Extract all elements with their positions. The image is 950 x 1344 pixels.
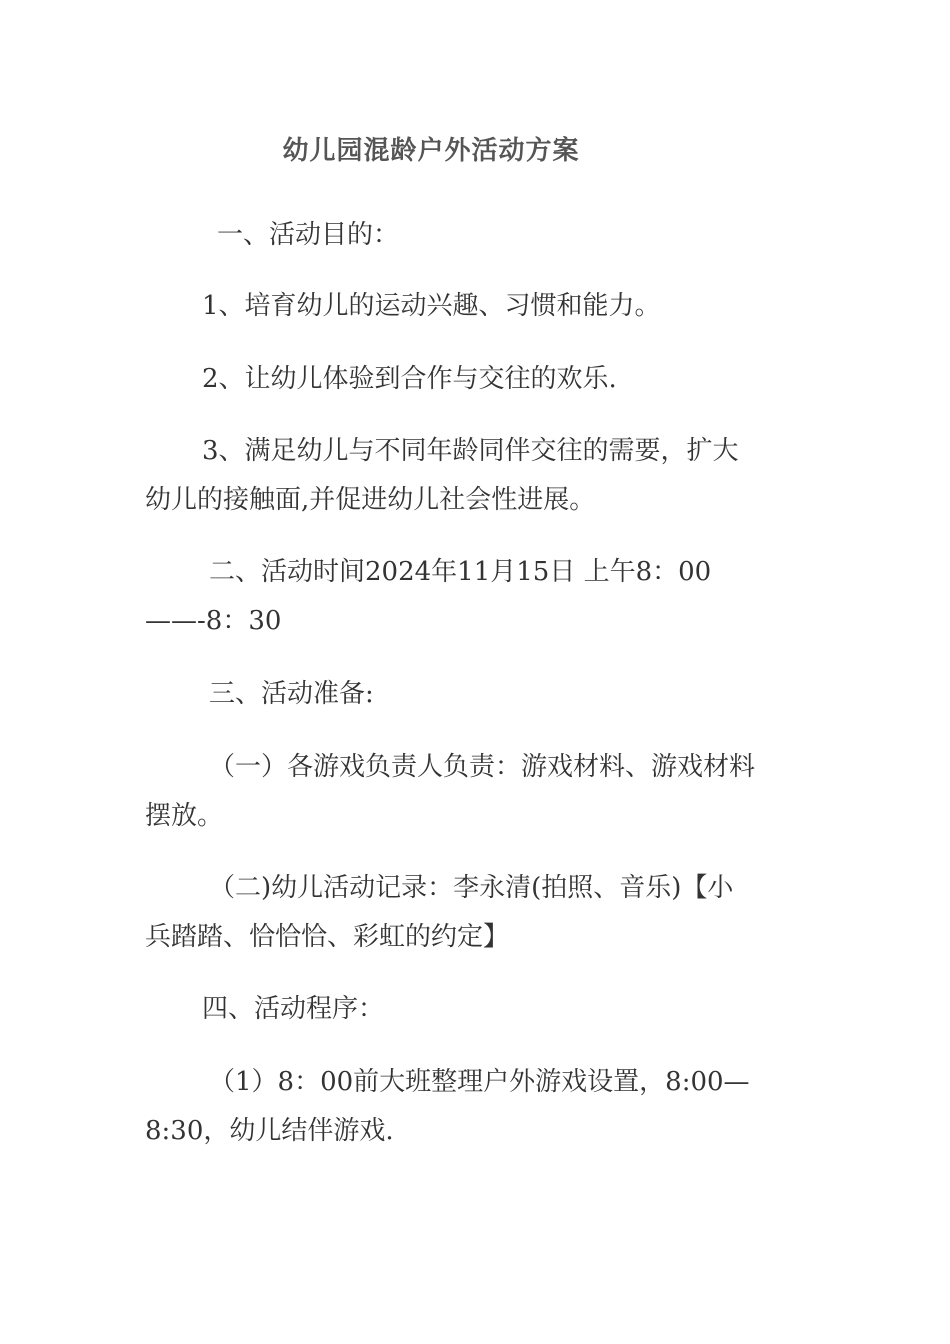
paragraph-line: （一）各游戏负责人负责：游戏材料、游戏材料 (209, 752, 756, 782)
section-heading-preparation: 三、活动准备: (209, 679, 374, 709)
paragraph-line: 幼儿的接触面,并促进幼儿社会性进展。 (145, 485, 596, 515)
paragraph-line: 8:30，幼儿结伴游戏. (145, 1116, 394, 1146)
document-title: 幼儿园混龄户外活动方案 (282, 136, 580, 166)
section-heading-time: 二、活动时间2024年11月15日 上午8：00 (209, 557, 712, 587)
section-heading-procedure: 四、活动程序： (202, 994, 385, 1024)
section-heading-purpose: 一、活动目的： (217, 220, 400, 250)
paragraph-line: ——-8：30 (145, 606, 282, 636)
paragraph-line: 摆放。 (145, 801, 224, 831)
paragraph-line: 1、培育幼儿的运动兴趣、习惯和能力。 (202, 291, 661, 321)
paragraph-line: 3、满足幼儿与不同年龄同伴交往的需要，扩大 (202, 436, 739, 466)
paragraph-line: 2、让幼儿体验到合作与交往的欢乐. (202, 364, 617, 394)
paragraph-line: （1）8：00前大班整理户外游戏设置，8:00— (209, 1067, 750, 1097)
paragraph-line: （二)幼儿活动记录：李永清(拍照、音乐)【小 (209, 873, 734, 903)
paragraph-line: 兵踏踏、恰恰恰、彩虹的约定】 (145, 922, 510, 952)
